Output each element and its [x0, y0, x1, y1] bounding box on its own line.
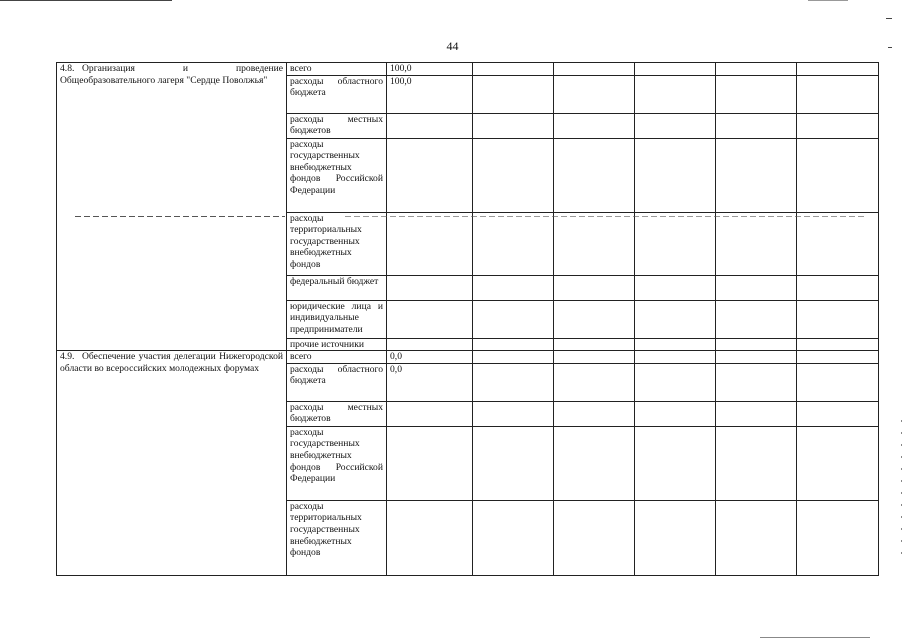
empty-year-cell — [797, 363, 879, 401]
empty-year-cell — [797, 113, 879, 138]
empty-year-cell — [635, 351, 716, 364]
empty-year-cell — [473, 426, 554, 500]
empty-year-cell — [554, 351, 635, 364]
empty-year-cell — [473, 113, 554, 138]
empty-year-cell — [716, 351, 797, 364]
empty-year-cell — [554, 426, 635, 500]
table-row — [57, 63, 879, 76]
page-number: 44 — [446, 39, 459, 53]
empty-year-cell — [473, 363, 554, 401]
empty-year-cell — [473, 351, 554, 364]
funding-source: расходы областного бюджета — [287, 363, 387, 401]
funding-source: расходы местных бюджетов — [287, 401, 387, 426]
empty-year-cell — [473, 300, 554, 338]
empty-year-cell — [797, 75, 879, 113]
empty-year-cell — [473, 338, 554, 351]
funding-source: расходы территориальных государственных внебюджетных фондов — [287, 500, 387, 575]
funding-value — [387, 138, 473, 212]
empty-year-cell — [635, 338, 716, 351]
empty-year-cell — [797, 351, 879, 364]
scan-artifact-top-left — [0, 0, 172, 1]
empty-year-cell — [716, 500, 797, 575]
empty-year-cell — [797, 500, 879, 575]
empty-year-cell — [635, 300, 716, 338]
empty-year-cell — [797, 401, 879, 426]
empty-year-cell — [473, 75, 554, 113]
funding-source: расходы государственных внебюджетных фондов Российской Федерации — [287, 426, 387, 500]
scan-artifact-right-mark — [886, 18, 892, 19]
activity-title: Организация и проведение Общеобразовательного лагеря "Сердце Поволжья" — [60, 63, 283, 86]
activity-cell — [57, 351, 287, 576]
empty-year-cell — [554, 363, 635, 401]
empty-year-cell — [554, 275, 635, 300]
empty-year-cell — [716, 338, 797, 351]
empty-year-cell — [635, 138, 716, 212]
funding-source: всего — [287, 63, 387, 76]
empty-year-cell — [473, 401, 554, 426]
empty-year-cell — [554, 338, 635, 351]
funding-source: расходы местных бюджетов — [287, 113, 387, 138]
funding-table — [56, 62, 879, 576]
empty-year-cell — [716, 138, 797, 212]
funding-value — [387, 426, 473, 500]
funding-source: расходы областного бюджета — [287, 75, 387, 113]
empty-year-cell — [716, 300, 797, 338]
funding-value — [387, 500, 473, 575]
funding-value — [387, 401, 473, 426]
empty-year-cell — [554, 75, 635, 113]
funding-source: федеральный бюджет — [287, 275, 387, 300]
scan-artifact-top-right — [808, 0, 848, 1]
activity-title: Обеспечение участия делегации Нижегородской области во всероссийских молодежных форумах — [60, 351, 283, 374]
empty-year-cell — [716, 275, 797, 300]
empty-year-cell — [716, 401, 797, 426]
empty-year-cell — [473, 500, 554, 575]
empty-year-cell — [554, 401, 635, 426]
funding-source: всего — [287, 351, 387, 364]
scan-artifact-bottom-right — [760, 637, 870, 638]
empty-year-cell — [473, 63, 554, 76]
scan-artifact-edge — [901, 420, 902, 560]
funding-value: 100,0 — [387, 75, 473, 113]
empty-year-cell — [473, 275, 554, 300]
empty-year-cell — [473, 212, 554, 275]
funding-value — [387, 275, 473, 300]
funding-source: расходы территориальных государственных внебюджетных фондов — [287, 212, 387, 275]
empty-year-cell — [635, 500, 716, 575]
empty-year-cell — [635, 75, 716, 113]
empty-year-cell — [635, 275, 716, 300]
empty-year-cell — [554, 500, 635, 575]
empty-year-cell — [635, 426, 716, 500]
funding-value — [387, 300, 473, 338]
empty-year-cell — [716, 363, 797, 401]
empty-year-cell — [716, 212, 797, 275]
funding-value: 0,0 — [387, 363, 473, 401]
activity-number: 4.9. — [60, 351, 75, 363]
empty-year-cell — [554, 63, 635, 76]
funding-value — [387, 212, 473, 275]
empty-year-cell — [635, 401, 716, 426]
empty-year-cell — [797, 426, 879, 500]
scan-artifact-dashed-line — [75, 216, 285, 217]
table-row — [57, 351, 879, 364]
empty-year-cell — [797, 138, 879, 212]
empty-year-cell — [797, 300, 879, 338]
funding-source: расходы государственных внебюджетных фондов Российской Федерации — [287, 138, 387, 212]
empty-year-cell — [635, 212, 716, 275]
funding-value: 0,0 — [387, 351, 473, 364]
scan-artifact-dashed-line-2 — [345, 216, 865, 217]
funding-value — [387, 113, 473, 138]
activity-number: 4.8. — [60, 63, 75, 74]
empty-year-cell — [716, 63, 797, 76]
empty-year-cell — [716, 113, 797, 138]
empty-year-cell — [716, 426, 797, 500]
empty-year-cell — [554, 212, 635, 275]
empty-year-cell — [554, 113, 635, 138]
funding-source: прочие источники — [287, 338, 387, 351]
empty-year-cell — [554, 138, 635, 212]
funding-value — [387, 338, 473, 351]
empty-year-cell — [635, 63, 716, 76]
empty-year-cell — [473, 138, 554, 212]
empty-year-cell — [797, 212, 879, 275]
funding-source: юридические лица и индивидуальные предприниматели — [287, 300, 387, 338]
activity-cell — [57, 63, 287, 351]
empty-year-cell — [554, 300, 635, 338]
empty-year-cell — [635, 113, 716, 138]
empty-year-cell — [716, 75, 797, 113]
empty-year-cell — [635, 363, 716, 401]
empty-year-cell — [797, 275, 879, 300]
empty-year-cell — [797, 63, 879, 76]
funding-value: 100,0 — [387, 63, 473, 76]
empty-year-cell — [797, 338, 879, 351]
